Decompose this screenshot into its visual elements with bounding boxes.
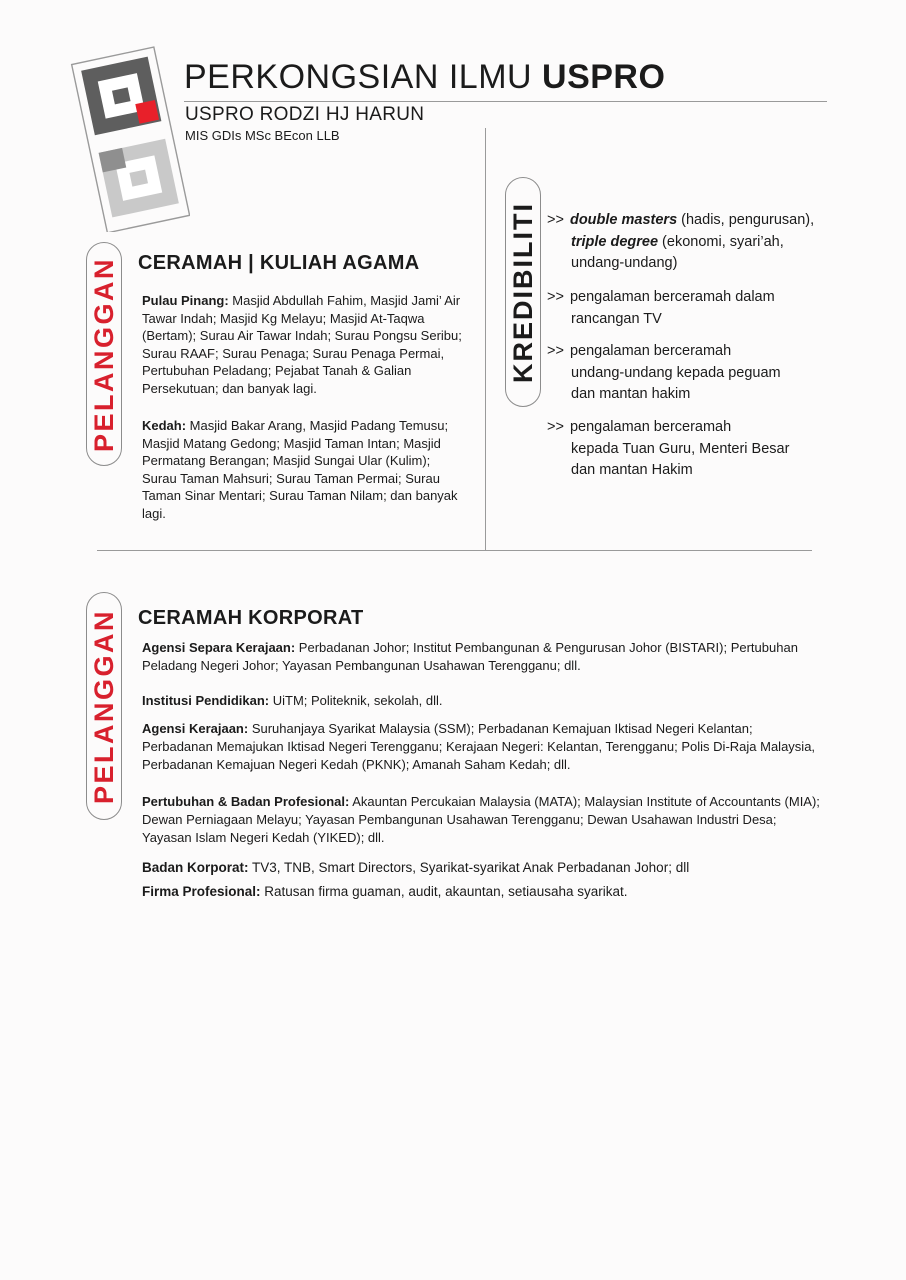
agensi-kerajaan-text: Suruhanjaya Syarikat Malaysia (SSM); Perbadanan Kemajuan Iktisad Negeri Kelantan; Perbadanan Memajukan Iktisad Negeri Terengganu; Kerajaan Negeri: Kelantan, Terengganu; Polis Di-Raja Malaysia, Perbadanan Kemajuan Negeri Kedah (PKNK); Amanah Saham Kedah; dll.: [142, 721, 816, 772]
credibility-item-tv: [547, 287, 837, 330]
credibility-item-tuan-guru: [547, 417, 837, 482]
clients-firma: [142, 883, 822, 901]
bullet-arrow: >>: [547, 419, 564, 435]
section-title-kuliah: CERAMAH | KULIAH AGAMA: [138, 252, 420, 274]
clients-institusi: [142, 692, 822, 710]
section-divider: [97, 550, 812, 551]
tv-line-1: pengalaman berceramah dalam: [569, 289, 775, 305]
pelanggan-label-korporat: [86, 592, 122, 820]
bullet-arrow: >>: [547, 212, 564, 228]
institusi-text: UiTM; Politeknik, sekolah, dll.: [269, 693, 443, 708]
penang-text: Masjid Abdullah Fahim, Masjid Jami’ Air Tawar Indah; Masjid Kg Melayu; Masjid At-Taqwa (Bertam); Surau Air Tawar Indah; Surau Pongsu Seribu; Surau RAAF; Surau Penaga; Surau Penaga Permai, Pertubuhan Peladang; Pejabat Tanah & Galian Persekutuan; dan banyak lagi.: [142, 293, 462, 396]
clients-pulau-pinang: [142, 292, 464, 398]
clients-agensi-kerajaan: [142, 720, 822, 773]
author-qualifications: MIS GDIs MSc BEcon LLB: [185, 128, 340, 143]
credibility-item-degrees: [547, 210, 837, 275]
peguam-line-3: dan mantan hakim: [571, 386, 691, 402]
kedah-text: Masjid Bakar Arang, Masjid Padang Temusu; Masjid Matang Gedong; Masjid Taman Intan; Masjid Permatang Berangan; Masjid Sungai Ular (Kulim); Surau Taman Mahsuri; Surau Taman Permai; Surau Taman Sinar Mentari; Surau Taman Nilam; dan banyak lagi.: [142, 418, 458, 521]
author-name: USPRO RODZI HJ HARUN: [185, 104, 425, 125]
pelanggan-text: PELANGGAN: [88, 608, 119, 804]
uspro-logo: [70, 42, 190, 232]
agensi-separa-text: Perbadanan Johor; Institut Pembangunan & Pengurusan Johor (BISTARI); Pertubuhan Peladang Negeri Johor; Yayasan Pembangunan Usahawan Terengganu; dll.: [142, 640, 798, 673]
peguam-line-1: pengalaman berceramah: [569, 343, 732, 359]
clients-agensi-separa: [142, 639, 822, 675]
page-title: [184, 58, 665, 97]
agensi-separa-label: Agensi Separa Kerajaan:: [142, 640, 296, 655]
peguam-line-2: undang-undang kepada peguam: [571, 364, 781, 381]
firma-text: Ratusan firma guaman, audit, akauntan, setiausaha syarikat.: [260, 884, 628, 899]
institusi-label: Institusi Pendidikan:: [142, 693, 270, 708]
tv-line-2: rancangan TV: [571, 310, 662, 327]
pertubuhan-label: Pertubuhan & Badan Profesional:: [142, 794, 350, 809]
title-regular: PERKONGSIAN ILMU: [184, 58, 543, 96]
column-divider: [485, 128, 486, 550]
clients-pertubuhan: [142, 793, 822, 846]
bullet-arrow: >>: [547, 289, 564, 305]
degree-bold-2: triple degree: [571, 233, 659, 250]
degree-line-2: [547, 232, 837, 254]
degree-bold-1: double masters: [569, 212, 678, 228]
section-title-korporat: CERAMAH KORPORAT: [138, 607, 364, 629]
penang-label: Pulau Pinang:: [142, 293, 229, 308]
kredibiliti-text: KREDIBILITI: [507, 201, 538, 383]
degree-text-2: (ekonomi, syari’ah,: [658, 233, 784, 250]
pelanggan-label-agama: [86, 242, 122, 466]
kredibiliti-label: [505, 177, 541, 407]
clients-kedah: [142, 417, 462, 523]
badan-korporat-label: Badan Korporat:: [142, 860, 249, 875]
kedah-label: Kedah:: [142, 418, 187, 433]
clients-badan-korporat: [142, 859, 822, 877]
title-divider: [184, 101, 827, 102]
agensi-kerajaan-label: Agensi Kerajaan:: [142, 721, 249, 736]
degree-text-1: (hadis, pengurusan),: [677, 212, 815, 228]
bullet-arrow: >>: [547, 343, 564, 359]
title-bold: USPRO: [542, 58, 666, 96]
tuan-guru-line-2: kepada Tuan Guru, Menteri Besar: [571, 440, 790, 457]
badan-korporat-text: TV3, TNB, Smart Directors, Syarikat-syarikat Anak Perbadanan Johor; dll: [248, 860, 690, 875]
credibility-item-peguam: [547, 341, 837, 406]
firma-label: Firma Profesional:: [142, 884, 261, 899]
pertubuhan-text: Akauntan Percukaian Malaysia (MATA); Malaysian Institute of Accountants (MIA); Dewan Perniagaan Melayu; Yayasan Pembangunan Usahawan Terengganu; Dewan Usahawan Industri Desa; Yayasan Islam Negeri Kedah (YIKED); dll.: [142, 794, 820, 845]
degree-line-3: undang-undang): [571, 255, 678, 271]
tuan-guru-line-3: dan mantan Hakim: [571, 462, 693, 478]
pelanggan-text: PELANGGAN: [88, 256, 119, 452]
tuan-guru-line-1: pengalaman berceramah: [569, 419, 732, 435]
